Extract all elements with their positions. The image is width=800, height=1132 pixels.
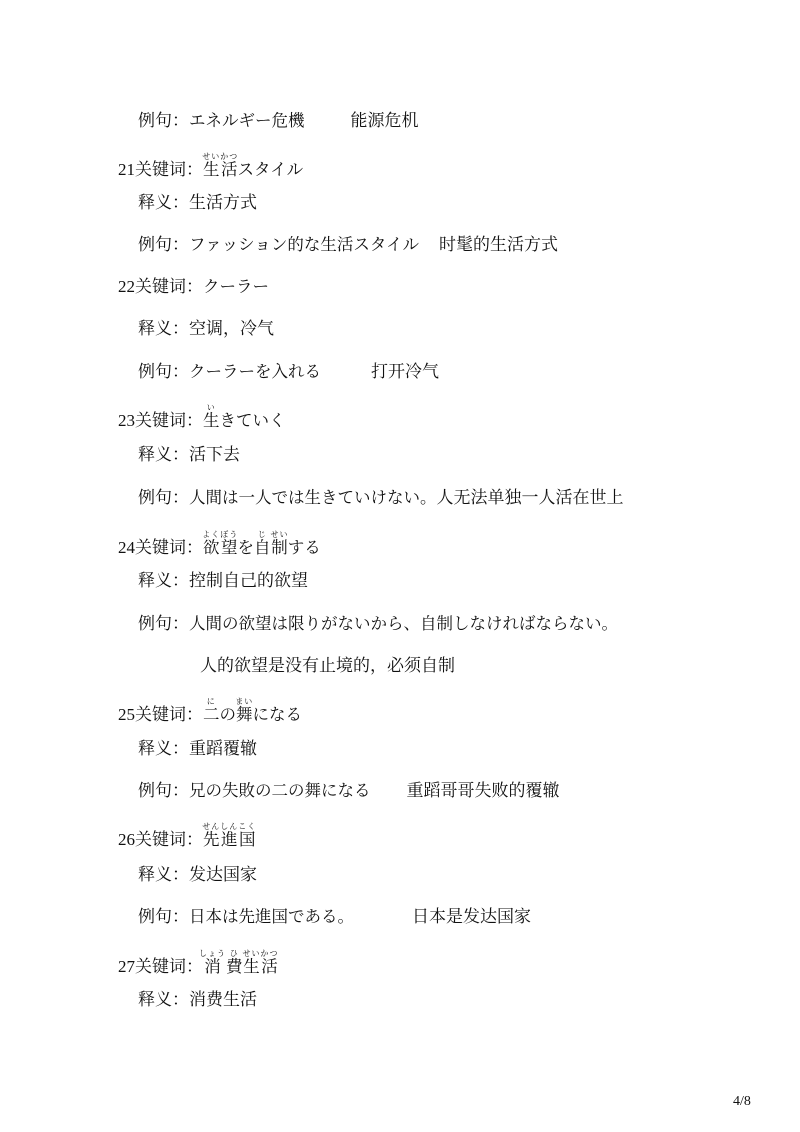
keyword-term: 先せん進しん国こく	[202, 822, 257, 849]
meaning-line-26	[138, 864, 257, 886]
example-line-24-translation	[200, 655, 455, 677]
example-label: 例句：	[138, 614, 189, 634]
entry-number: 27	[118, 957, 135, 976]
keyword-label: 关键词：	[135, 705, 203, 725]
meaning-line-21	[138, 192, 257, 214]
example-line-23	[138, 487, 624, 509]
example-ja: 人間は一人では生きていけない。	[189, 488, 437, 507]
example-line-24	[138, 613, 618, 635]
keyword-label: 关键词：	[135, 160, 203, 180]
meaning-label: 释义：	[138, 990, 189, 1010]
keyword-label: 关键词：	[135, 957, 203, 977]
entry-number: 21	[118, 160, 135, 179]
keyword-line-25	[118, 697, 302, 725]
keyword-label: 关键词：	[135, 538, 203, 558]
example-zh: 打开冷气	[371, 362, 439, 382]
meaning-label: 释义：	[138, 445, 189, 465]
keyword-line-23	[118, 403, 286, 431]
meaning-label: 释义：	[138, 739, 189, 759]
example-line-22	[138, 361, 439, 383]
meaning-line-27	[138, 989, 257, 1011]
example-line-26	[138, 906, 531, 928]
example-label: 例句：	[138, 362, 189, 382]
keyword-line-22	[118, 276, 269, 298]
keyword-line-27	[118, 949, 279, 977]
keyword-line-24	[118, 530, 321, 558]
keyword-line-26	[118, 822, 257, 850]
meaning-text: 活下去	[189, 445, 240, 465]
keyword-label: 关键词：	[135, 277, 203, 297]
meaning-text: 控制自己的欲望	[189, 571, 308, 591]
example-zh: 能源危机	[350, 111, 419, 131]
entry-number: 24	[118, 538, 135, 557]
meaning-line-22	[138, 318, 274, 340]
keyword-label: 关键词：	[135, 830, 203, 850]
meaning-line-25	[138, 738, 257, 760]
example-line-top	[138, 110, 419, 132]
example-zh: 人无法单独一人活在世上	[436, 488, 624, 508]
keyword-label: 关键词：	[135, 411, 203, 431]
page-number: 4/8	[733, 1094, 751, 1109]
example-ja: 日本は先進国である。	[189, 907, 354, 926]
example-label: 例句：	[138, 488, 189, 508]
example-label: 例句：	[138, 111, 189, 131]
keyword-term: 二にの舞まいになる	[203, 697, 302, 724]
entry-number: 23	[118, 411, 135, 430]
example-label: 例句：	[138, 907, 189, 927]
example-label: 例句：	[138, 235, 189, 255]
meaning-label: 释义：	[138, 319, 189, 339]
keyword-term: 生いきていく	[203, 403, 286, 430]
keyword-term: クーラー	[203, 277, 269, 296]
example-ja: ファッション的な生活スタイル	[189, 235, 420, 254]
entry-number: 25	[118, 705, 135, 724]
meaning-line-24	[138, 570, 308, 592]
meaning-label: 释义：	[138, 865, 189, 885]
meaning-line-23	[138, 444, 240, 466]
keyword-term: 生せい活かつスタイル	[202, 152, 304, 179]
meaning-text: 重蹈覆辙	[189, 739, 257, 759]
entry-number: 26	[118, 830, 135, 849]
meaning-text: 空调，冷气	[189, 319, 274, 339]
example-zh: 重蹈哥哥失败的覆辙	[406, 781, 560, 801]
keyword-term: 消しょう費ひ生せい活かつ	[199, 949, 279, 976]
example-ja: 人間の欲望は限りがないから、自制しなければならない。	[189, 614, 618, 633]
example-line-21	[138, 234, 558, 256]
keyword-line-21	[118, 152, 304, 180]
example-zh: 日本是发达国家	[412, 907, 531, 927]
example-zh: 人的欲望是没有止境的，必须自制	[200, 656, 455, 676]
meaning-text: 消费生活	[189, 990, 257, 1010]
keyword-term: 欲よく望ぼうを自じ制せいする	[202, 530, 321, 557]
meaning-text: 生活方式	[189, 193, 257, 213]
entry-number: 22	[118, 277, 135, 296]
meaning-text: 发达国家	[189, 865, 257, 885]
meaning-label: 释义：	[138, 571, 189, 591]
meaning-label: 释义：	[138, 193, 189, 213]
example-zh: 时髦的生活方式	[439, 235, 559, 255]
example-label: 例句：	[138, 781, 189, 801]
example-ja: エネルギー危機	[189, 111, 305, 130]
example-ja: 兄の失敗の二の舞になる	[189, 781, 371, 800]
example-line-25	[138, 780, 560, 802]
example-ja: クーラーを入れる	[189, 362, 321, 381]
